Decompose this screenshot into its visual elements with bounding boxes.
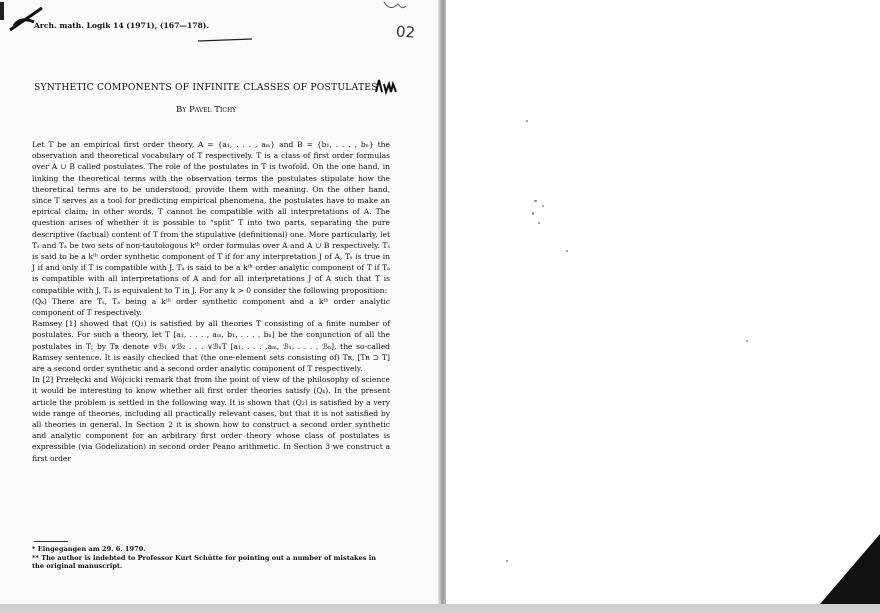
footnote-2: ** The author is indebted to Professor Kurt Schütte for pointing out a number of mistakes in the original manuscript. bbox=[32, 553, 377, 571]
scanner-edge bbox=[0, 604, 880, 613]
scan-speck bbox=[534, 200, 537, 202]
paragraph-ramsey: Ramsey [1] showed that (Q₂) is satisfied by all theories T consisting of a finite number of postulates. For such a theory, let T [a₁, . . . , aₘ, b₁, . . . , bₙ] be the conjunction of all the postulates in T; by Tʀ denote ∨ℬ₁ ∨ℬ₂ . . . ∨ℬₙT [a₁, . . . ,aₘ, ℬ₁, . . . , ℬₙ], the so-called Ramsey sentence. It is easily checked that (the one-element sets consisting of) Tʀ, [Tʀ ⊃ T] are a second order synthetic and a second order analytic component of T respectively. bbox=[32, 319, 390, 374]
footnote-1: * Eingegangen am 29. 6. 1970. bbox=[32, 545, 146, 553]
scan-mark bbox=[0, 2, 4, 20]
paragraph-przelecki: In [2] Przełęcki and Wójcicki remark that from the point of view of the philosophy of science it would be interesting to know whether all first order theories satisfy (Qₖ). In the present article the problem is settled in the following way. It is shown that (Q₂) is satisfied by a very wide range of theories, including all practically relevant cases, but that it is not satisfied by all theories in general. In Section 2 it is shown how to construct a second order synthetic and analytic component for an arbitrary first order theory whose class of postulates is expressible (via Gödelization) in second order Peano arithmetic. In Section 3 we construct a first order bbox=[32, 375, 390, 463]
journal-reference: Arch. math. Logik 14 (1971), (167—178). bbox=[34, 21, 210, 30]
article-title: SYNTHETIC COMPONENTS OF INFINITE CLASSES OF POSTULATES bbox=[34, 82, 378, 93]
paragraph-qk: (Qₖ) There are Tₛ, Tₐ being a kᵗʰ order synthetic component and a kᵗʰ order analytic component of T respectively. bbox=[32, 296, 390, 318]
handwritten-note: 02 bbox=[395, 22, 416, 42]
paragraph-intro: Let T be an empirical first order theory, A = {a₁, . . . , aₘ} and B = {b₁, . . . , bₙ} the observation and theoretical vocabulary of T respectively. T is a class of first order formulas over A ∪ B called postulates. The role of the postulates in T is twofold. On the one hand, in linking the theoretical terms with the observation terms the postulates stipulate how the theoretical terms are to be understood, provide them with meaning. On the other hand, since T serves as a tool for predicting empirical phenomena, the postulates have to make an epirical claim; in other words, T cannot be compatible with all interpretations of A. The question arises of whether it is possible to “split” T into two parts, separating the pure descriptive (factual) content of T from the stipulative (definitional) one. More particularly, let Tₛ and Tₐ be two sets of non-tautologous kᵗʰ order formulas over A and A ∪ B respectively. Tₛ is said to be a kᵗʰ order synthetic component of T if for any interpretation J of A, Tₛ is true in J if and only if T is compatible with J. Tₐ is said to be a kᵗʰ order analytic component of T if Tₐ is compatible with all interpretations of A and for all interpretations J of A such that T is compatible with J, Tₐ is equivalent to T in J. For any k > 0 consider the following proposition: bbox=[32, 140, 390, 295]
scan-speck bbox=[542, 205, 544, 207]
scan-speck bbox=[538, 222, 540, 224]
scan-speck bbox=[746, 340, 748, 342]
article-body bbox=[32, 139, 390, 464]
right-page-blank bbox=[446, 0, 880, 613]
article-author: By Pavel Tichý bbox=[176, 105, 237, 115]
page-corner-shadow bbox=[820, 534, 880, 604]
pen-scribble bbox=[380, 0, 410, 14]
scan-speck bbox=[526, 120, 528, 122]
scan-speck bbox=[506, 560, 508, 562]
scan-speck bbox=[532, 212, 534, 215]
handwritten-scribble bbox=[374, 78, 400, 96]
scan-speck bbox=[566, 250, 568, 252]
footnotes bbox=[32, 545, 390, 571]
footnote-rule bbox=[34, 541, 68, 542]
underline-mark bbox=[196, 36, 256, 44]
